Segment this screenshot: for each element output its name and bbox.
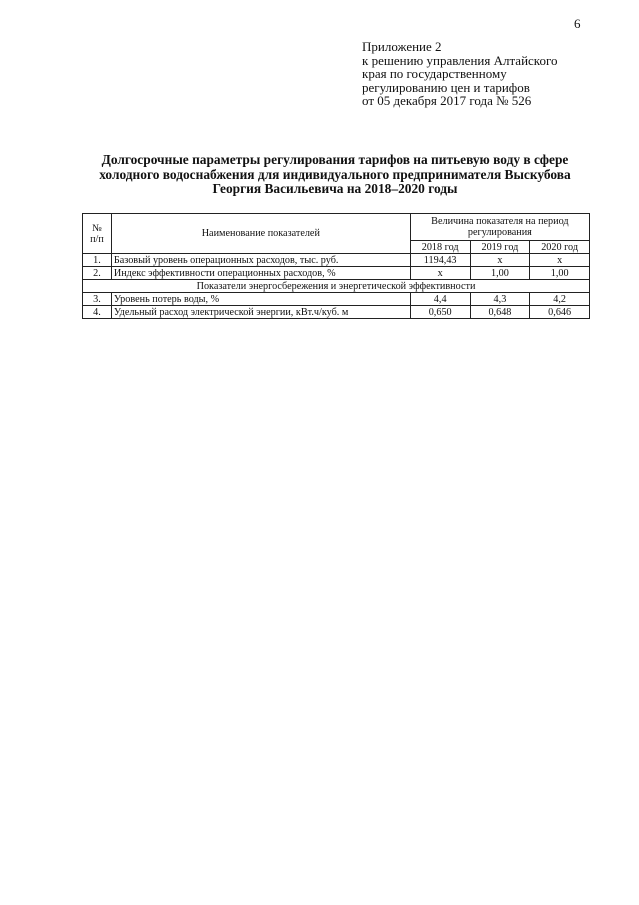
table-header-row: [83, 214, 590, 241]
row-value: х: [410, 267, 470, 280]
header-value-group: Величина показателя на период регулирования: [410, 214, 589, 241]
header-year: 2020 год: [530, 241, 590, 254]
section-title: Показатели энергосбережения и энергетической эффективности: [83, 280, 590, 293]
row-name: Базовый уровень операционных расходов, тыс. руб.: [111, 254, 410, 267]
row-value: 0,648: [470, 306, 530, 319]
appendix-line: Приложение 2: [362, 39, 442, 54]
row-value: х: [470, 254, 530, 267]
row-num: 1.: [83, 254, 112, 267]
parameters-table: [82, 213, 590, 319]
row-value: 0,650: [410, 306, 470, 319]
row-value: 4,4: [410, 293, 470, 306]
page-number: 6: [574, 16, 581, 31]
row-name: Индекс эффективности операционных расходов, %: [111, 267, 410, 280]
table-section-row: [83, 280, 590, 293]
header-name: Наименование показателей: [111, 214, 410, 254]
row-value: 1194,43: [410, 254, 470, 267]
appendix-line: края по государственному: [362, 66, 507, 82]
appendix-reference: [362, 40, 557, 108]
appendix-line: регулированию цен и тарифов: [362, 79, 530, 95]
title-line: Георгия Васильевича на 2018–2020 годы: [212, 181, 458, 197]
header-num: № п/п: [83, 214, 112, 254]
row-value: 0,646: [530, 306, 590, 319]
appendix-line: от 05 декабря 2017 года № 526: [362, 93, 532, 109]
row-num: 3.: [83, 293, 112, 306]
table-row: [83, 267, 590, 280]
row-value: 4,2: [530, 293, 590, 306]
row-value: 4,3: [470, 293, 530, 306]
appendix-line: к решению управления Алтайского: [362, 52, 558, 68]
row-name: Уровень потерь воды, %: [111, 293, 410, 306]
document-title: [80, 153, 590, 197]
title-line: Долгосрочные параметры регулирования тарифов на питьевую воду в сфере: [101, 152, 569, 167]
table-row: [83, 293, 590, 306]
row-num: 2.: [83, 267, 112, 280]
row-value: 1,00: [470, 267, 530, 280]
header-year: 2018 год: [410, 241, 470, 254]
row-num: 4.: [83, 306, 112, 319]
table-row: [83, 254, 590, 267]
table-row: [83, 306, 590, 319]
row-value: 1,00: [530, 267, 590, 280]
header-year: 2019 год: [470, 241, 530, 254]
row-name: Удельный расход электрической энергии, кВт.ч/куб. м: [111, 306, 410, 319]
title-line: холодного водоснабжения для индивидуального предпринимателя Выскубова: [99, 166, 571, 182]
row-value: х: [530, 254, 590, 267]
